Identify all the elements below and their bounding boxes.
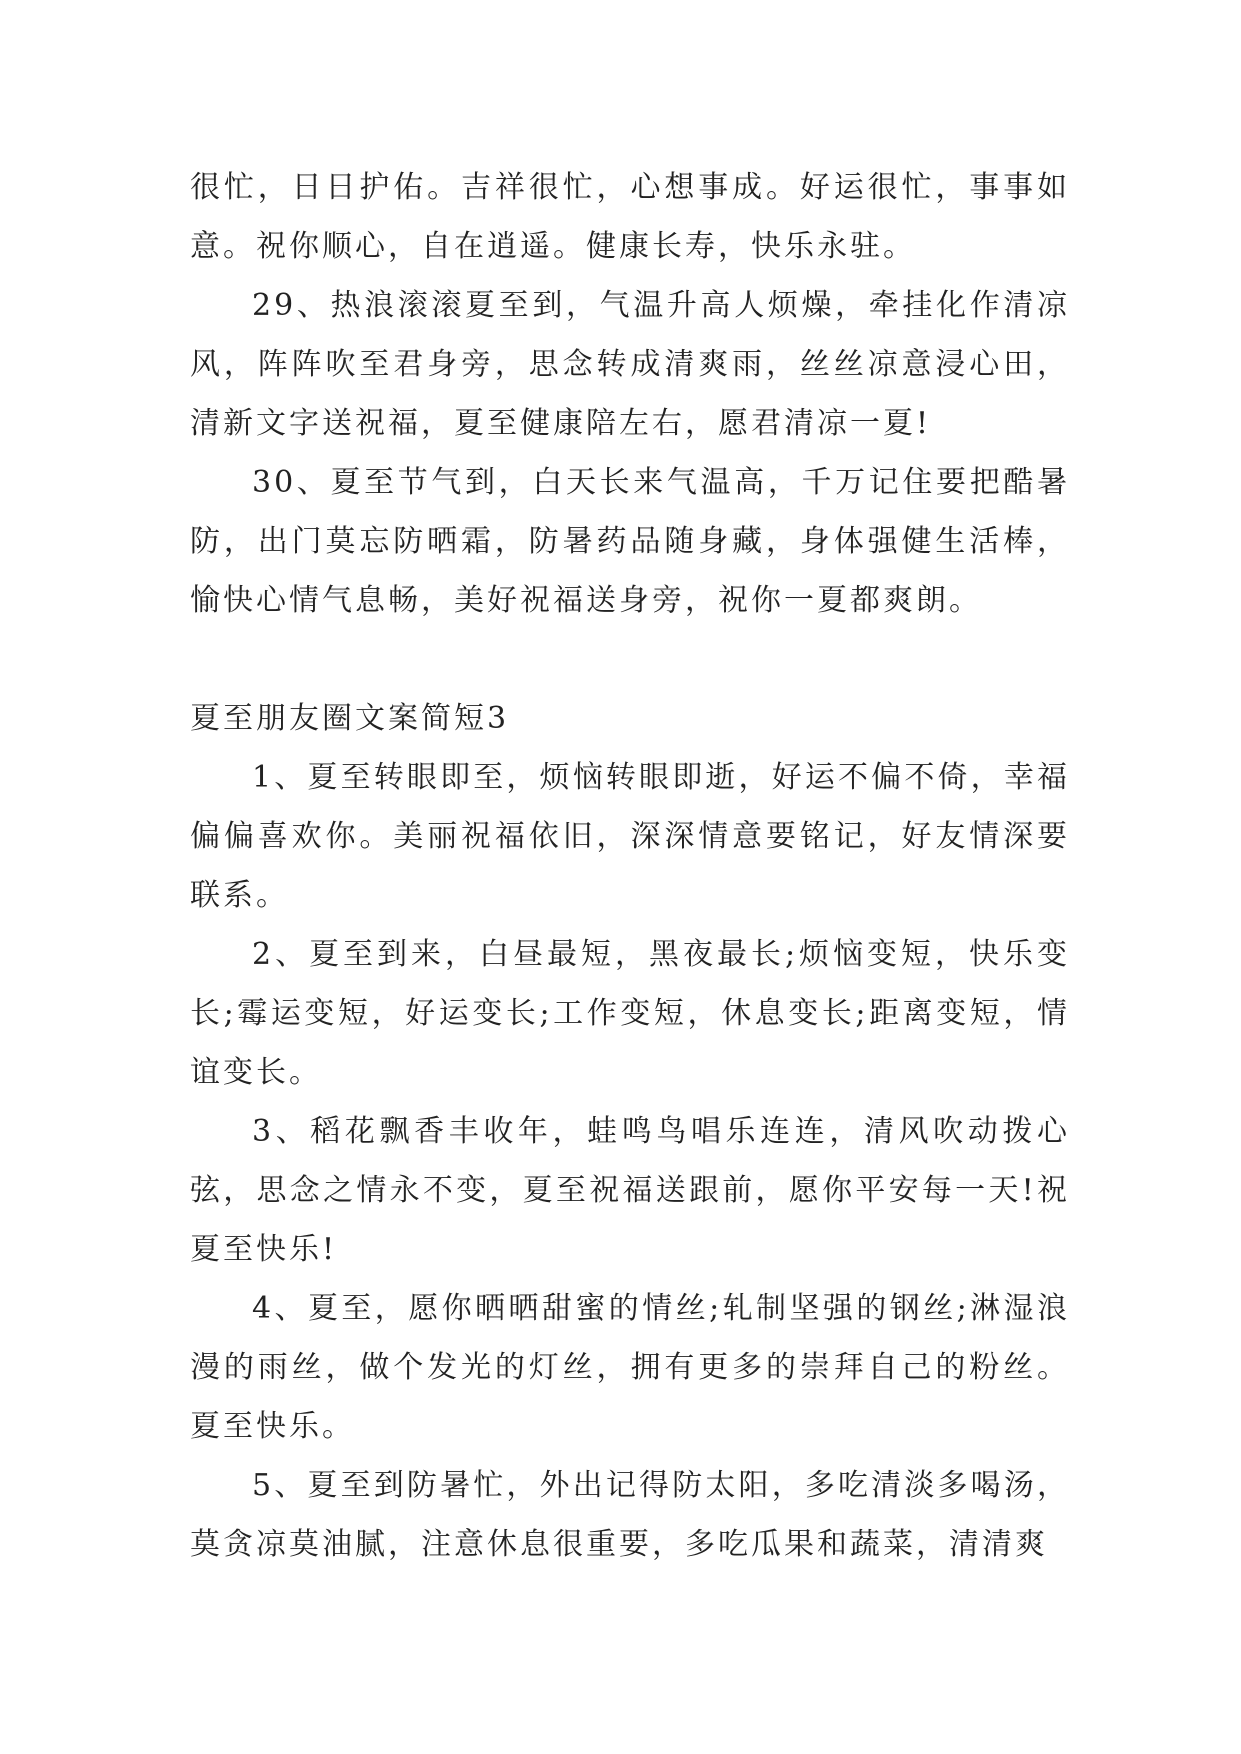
paragraph-item-2: 2、夏至到来，白昼最短，黑夜最长;烦恼变短，快乐变长;霉运变短，好运变长;工作变短，休息变长;距离变短，情谊变长。 xyxy=(190,937,1070,1090)
section-heading: 夏至朋友圈文案简短3 xyxy=(190,701,510,736)
paragraph-item-4: 4、夏至，愿你晒晒甜蜜的情丝;轧制坚强的钢丝;淋湿浪漫的雨丝，做个发光的灯丝，拥有更多的崇拜自己的粉丝。夏至快乐。 xyxy=(190,1291,1070,1444)
paragraph-item-29: 29、热浪滚滚夏至到，气温升高人烦燥，牵挂化作清凉风，阵阵吹至君身旁，思念转成清爽雨，丝丝凉意浸心田，清新文字送祝福，夏至健康陪左右，愿君清凉一夏! xyxy=(190,288,1070,441)
paragraph-item-1: 1、夏至转眼即至，烦恼转眼即逝，好运不偏不倚，幸福偏偏喜欢你。美丽祝福依旧，深深情意要铭记，好友情深要联系。 xyxy=(190,760,1070,913)
paragraph-item-3: 3、稻花飘香丰收年，蛙鸣鸟唱乐连连，清风吹动拨心弦，思念之情永不变，夏至祝福送跟前，愿你平安每一天!祝夏至快乐! xyxy=(190,1114,1070,1267)
paragraph-continuation: 很忙，日日护佑。吉祥很忙，心想事成。好运很忙，事事如意。祝你顺心，自在逍遥。健康长寿，快乐永驻。 xyxy=(190,170,1070,264)
paragraph-item-30: 30、夏至节气到，白天长来气温高，千万记住要把酷暑防，出门莫忘防晒霜，防暑药品随身藏，身体强健生活棒，愉快心情气息畅，美好祝福送身旁，祝你一夏都爽朗。 xyxy=(190,465,1070,618)
document-page xyxy=(190,158,1070,1574)
section-spacer xyxy=(190,630,1070,689)
paragraph-item-5: 5、夏至到防暑忙，外出记得防太阳，多吃清淡多喝汤，莫贪凉莫油腻，注意休息很重要，多吃瓜果和蔬菜，清清爽 xyxy=(190,1468,1070,1562)
